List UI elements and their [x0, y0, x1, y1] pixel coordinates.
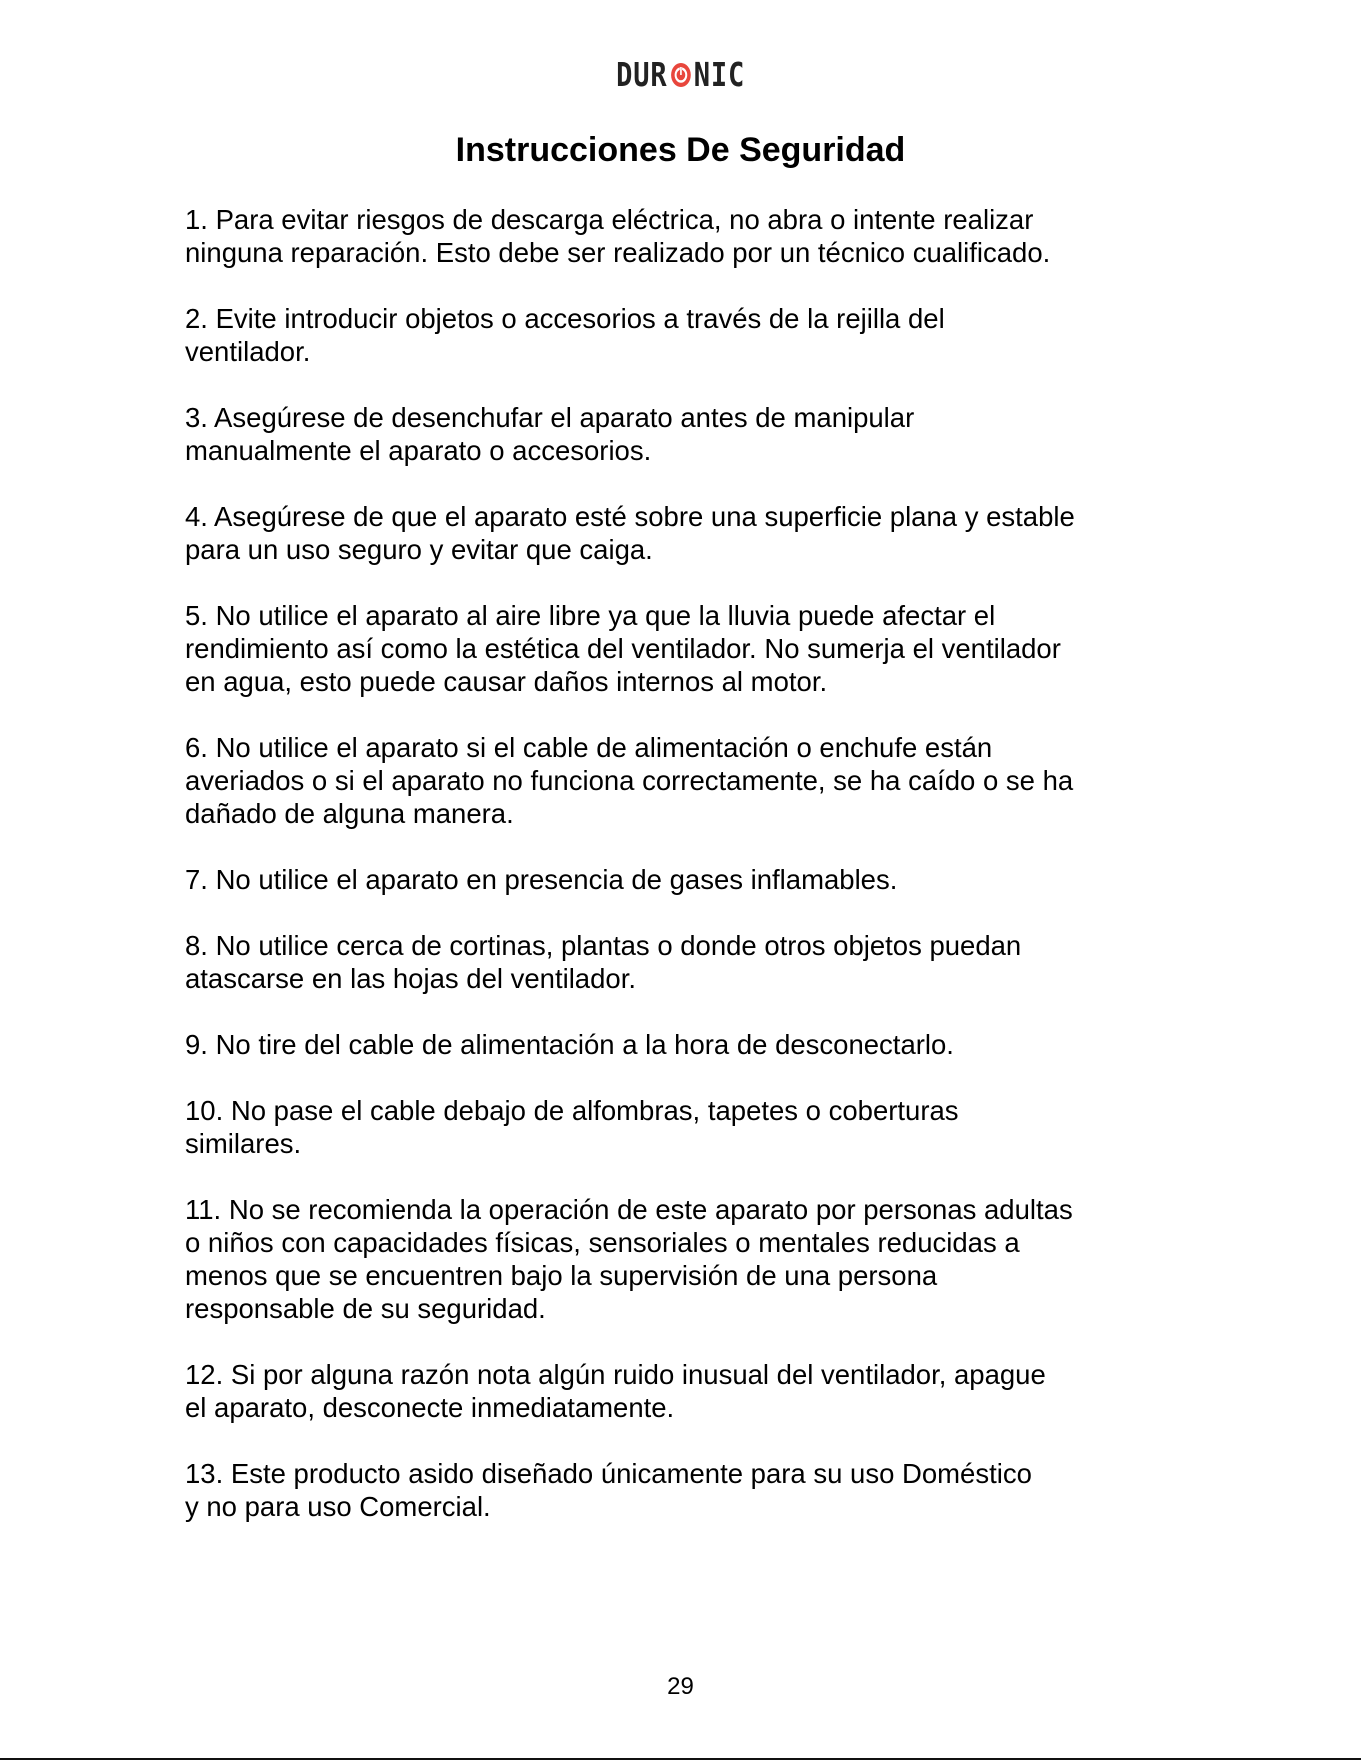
instruction-line: averiados o si el aparato no funciona correctamente, se ha caído o se ha [185, 765, 1074, 796]
brand-logo [0, 55, 1361, 95]
logo-text-left: DUR [616, 55, 668, 94]
logo-text-right: NIC [693, 55, 745, 94]
safety-instruction-item [185, 731, 1195, 830]
instruction-line: 7. No utilice el aparato en presencia de gases inflamables. [185, 864, 898, 895]
safety-instruction-item [185, 302, 1195, 368]
instruction-line: 3. Asegúrese de desenchufar el aparato antes de manipular [185, 402, 915, 433]
instruction-line: 8. No utilice cerca de cortinas, plantas o donde otros objetos puedan [185, 930, 1022, 961]
instruction-line: atascarse en las hojas del ventilador. [185, 963, 636, 994]
instruction-line: el aparato, desconecte inmediatamente. [185, 1392, 675, 1423]
instruction-line: en agua, esto puede causar daños internos al motor. [185, 666, 828, 697]
instruction-line: 2. Evite introducir objetos o accesorios a través de la rejilla del [185, 303, 945, 334]
instruction-line: 9. No tire del cable de alimentación a la hora de desconectarlo. [185, 1029, 954, 1060]
instruction-line: para un uso seguro y evitar que caiga. [185, 534, 653, 565]
instruction-line: y no para uso Comercial. [185, 1491, 491, 1522]
instruction-line: 1. Para evitar riesgos de descarga eléctrica, no abra o intente realizar [185, 204, 1034, 235]
safety-instruction-item [185, 1358, 1195, 1424]
safety-instruction-item [185, 863, 1195, 896]
page-title: Instrucciones De Seguridad [455, 131, 906, 169]
instruction-line: 11. No se recomienda la operación de este aparato por personas adultas [185, 1194, 1073, 1225]
instruction-line: rendimiento así como la estética del ventilador. No sumerja el ventilador [185, 633, 1061, 664]
instruction-line: 13. Este producto asido diseñado únicamente para su uso Doméstico [185, 1458, 1032, 1489]
safety-instruction-item [185, 500, 1195, 566]
safety-instruction-item [185, 401, 1195, 467]
instruction-line: similares. [185, 1128, 302, 1159]
instruction-line: 5. No utilice el aparato al aire libre ya que la lluvia puede afectar el [185, 600, 996, 631]
instruction-line: 12. Si por alguna razón nota algún ruido inusual del ventilador, apague [185, 1359, 1046, 1390]
instruction-line: o niños con capacidades físicas, sensoriales o mentales reducidas a [185, 1227, 1020, 1258]
safety-instruction-item [185, 1028, 1195, 1061]
power-icon [669, 61, 692, 89]
bottom-rule [0, 1758, 1361, 1760]
page-number: 29 [667, 1673, 694, 1700]
safety-instructions-list [185, 203, 1195, 1556]
safety-instruction-item [185, 1094, 1195, 1160]
brand-logo-wordmark [616, 55, 745, 94]
instruction-line: ventilador. [185, 336, 311, 367]
instruction-line: 10. No pase el cable debajo de alfombras, tapetes o coberturas [185, 1095, 959, 1126]
instruction-line: responsable de su seguridad. [185, 1293, 546, 1324]
safety-instruction-item [185, 1193, 1195, 1325]
instruction-line: dañado de alguna manera. [185, 798, 514, 829]
safety-instruction-item [185, 1457, 1195, 1523]
instruction-line: 6. No utilice el aparato si el cable de alimentación o enchufe están [185, 732, 993, 763]
instruction-line: manualmente el aparato o accesorios. [185, 435, 652, 466]
instruction-line: 4. Asegúrese de que el aparato esté sobre una superficie plana y estable [185, 501, 1075, 532]
safety-instruction-item [185, 599, 1195, 698]
instruction-line: ninguna reparación. Esto debe ser realizado por un técnico cualificado. [185, 237, 1051, 268]
safety-instruction-item [185, 203, 1195, 269]
safety-instruction-item [185, 929, 1195, 995]
instruction-line: menos que se encuentren bajo la supervisión de una persona [185, 1260, 938, 1291]
